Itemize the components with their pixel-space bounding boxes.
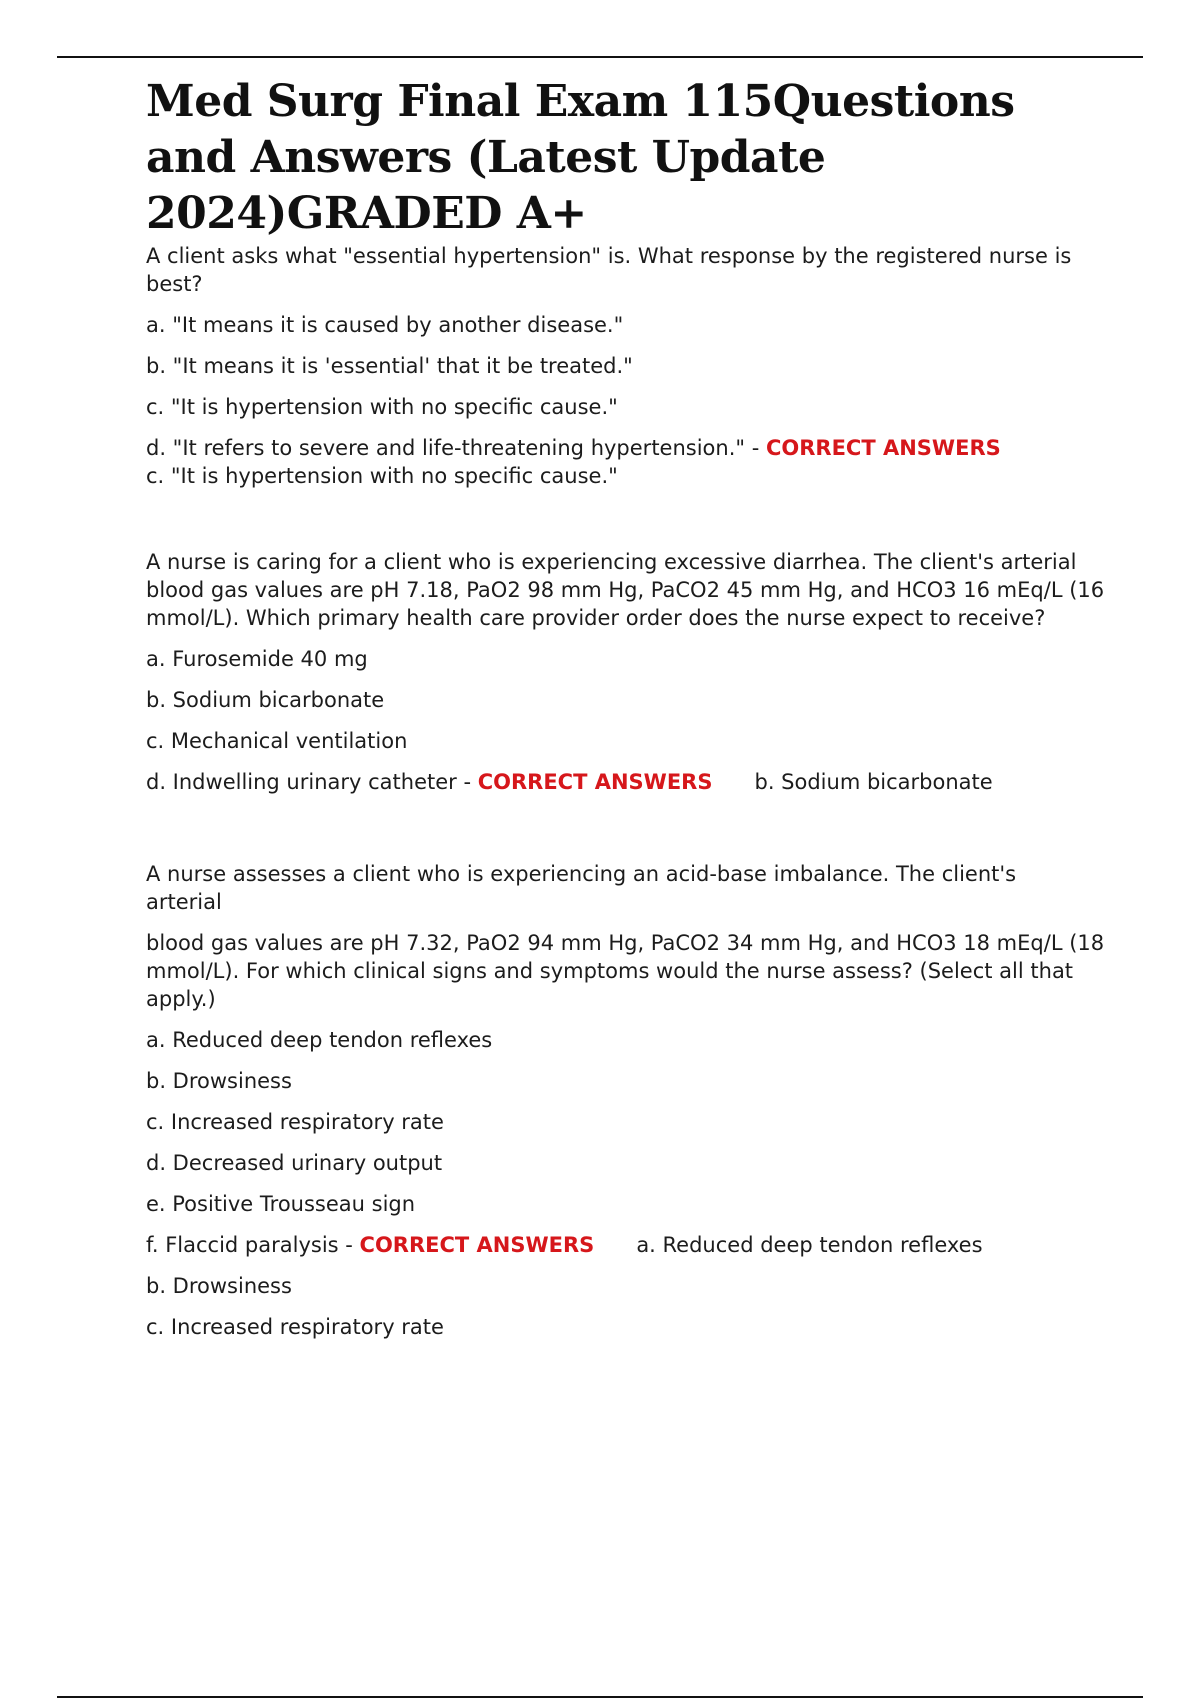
- question-3-option-e: e. Positive Trousseau sign: [146, 1192, 416, 1216]
- correct-answers-label: CORRECT ANSWERS: [477, 770, 713, 794]
- question-3-text-line1: A nurse assesses a client who is experiencing an acid-base imbalance. The client's arterial: [146, 862, 1017, 914]
- question-1-option-d: [146, 434, 1106, 462]
- question-block-2: [146, 548, 1106, 796]
- question-3-answer-b: b. Drowsiness: [146, 1274, 292, 1298]
- question-3-answer-a: a. Reduced deep tendon reflexes: [636, 1233, 983, 1257]
- correct-answers-label: CORRECT ANSWERS: [359, 1233, 595, 1257]
- question-1-option-b: b. "It means it is 'essential' that it be treated.": [146, 354, 633, 378]
- question-2-answer: b. Sodium bicarbonate: [754, 770, 993, 794]
- question-2-option-b: b. Sodium bicarbonate: [146, 688, 385, 712]
- question-2-text: A nurse is caring for a client who is experiencing excessive diarrhea. The client's arterial blood gas values are pH 7.18, PaO2 98 mm Hg, PaCO2 45 mm Hg, and HCO3 16 mEq/L (16 mmol/L). Which primary health care provider order does the nurse expect to receive?: [146, 550, 1105, 630]
- question-2-option-d-text: d. Indwelling urinary catheter -: [146, 770, 478, 794]
- question-3-text-line2: blood gas values are pH 7.32, PaO2 94 mm Hg, PaCO2 34 mm Hg, and HCO3 18 mEq/L (18 mmol/L). For which clinical signs and symptoms would the nurse assess? (Select all that apply.): [146, 931, 1105, 1011]
- question-2-option-c: c. Mechanical ventilation: [146, 729, 408, 753]
- question-3-option-a: a. Reduced deep tendon reflexes: [146, 1028, 493, 1052]
- question-2-option-d: [146, 768, 1106, 796]
- question-1-text: A client asks what "essential hypertension" is. What response by the registered nurse is best?: [146, 244, 1072, 296]
- top-rule: [57, 56, 1143, 58]
- question-3-option-b: b. Drowsiness: [146, 1069, 292, 1093]
- document-title: Med Surg Final Exam 115Questions and Answers (Latest Update 2024)GRADED A+: [146, 76, 1015, 239]
- question-3-option-c: c. Increased respiratory rate: [146, 1110, 444, 1134]
- question-1-option-c: c. "It is hypertension with no specific cause.": [146, 395, 618, 419]
- correct-answers-label: CORRECT ANSWERS: [765, 436, 1001, 460]
- question-3-option-f: [146, 1231, 1106, 1259]
- question-3-answer-c: c. Increased respiratory rate: [146, 1315, 444, 1339]
- question-3-option-f-text: f. Flaccid paralysis -: [146, 1233, 360, 1257]
- question-1-answer: c. "It is hypertension with no specific cause.": [146, 464, 618, 488]
- question-1-option-d-text: d. "It refers to severe and life-threatening hypertension." -: [146, 436, 766, 460]
- document-body: [146, 74, 1106, 1341]
- question-1-option-a: a. "It means it is caused by another disease.": [146, 313, 624, 337]
- question-block-1: [146, 242, 1106, 490]
- question-2-option-a: a. Furosemide 40 mg: [146, 647, 368, 671]
- question-block-3: [146, 860, 1106, 1341]
- question-3-option-d: d. Decreased urinary output: [146, 1151, 443, 1175]
- bottom-rule: [57, 1696, 1143, 1698]
